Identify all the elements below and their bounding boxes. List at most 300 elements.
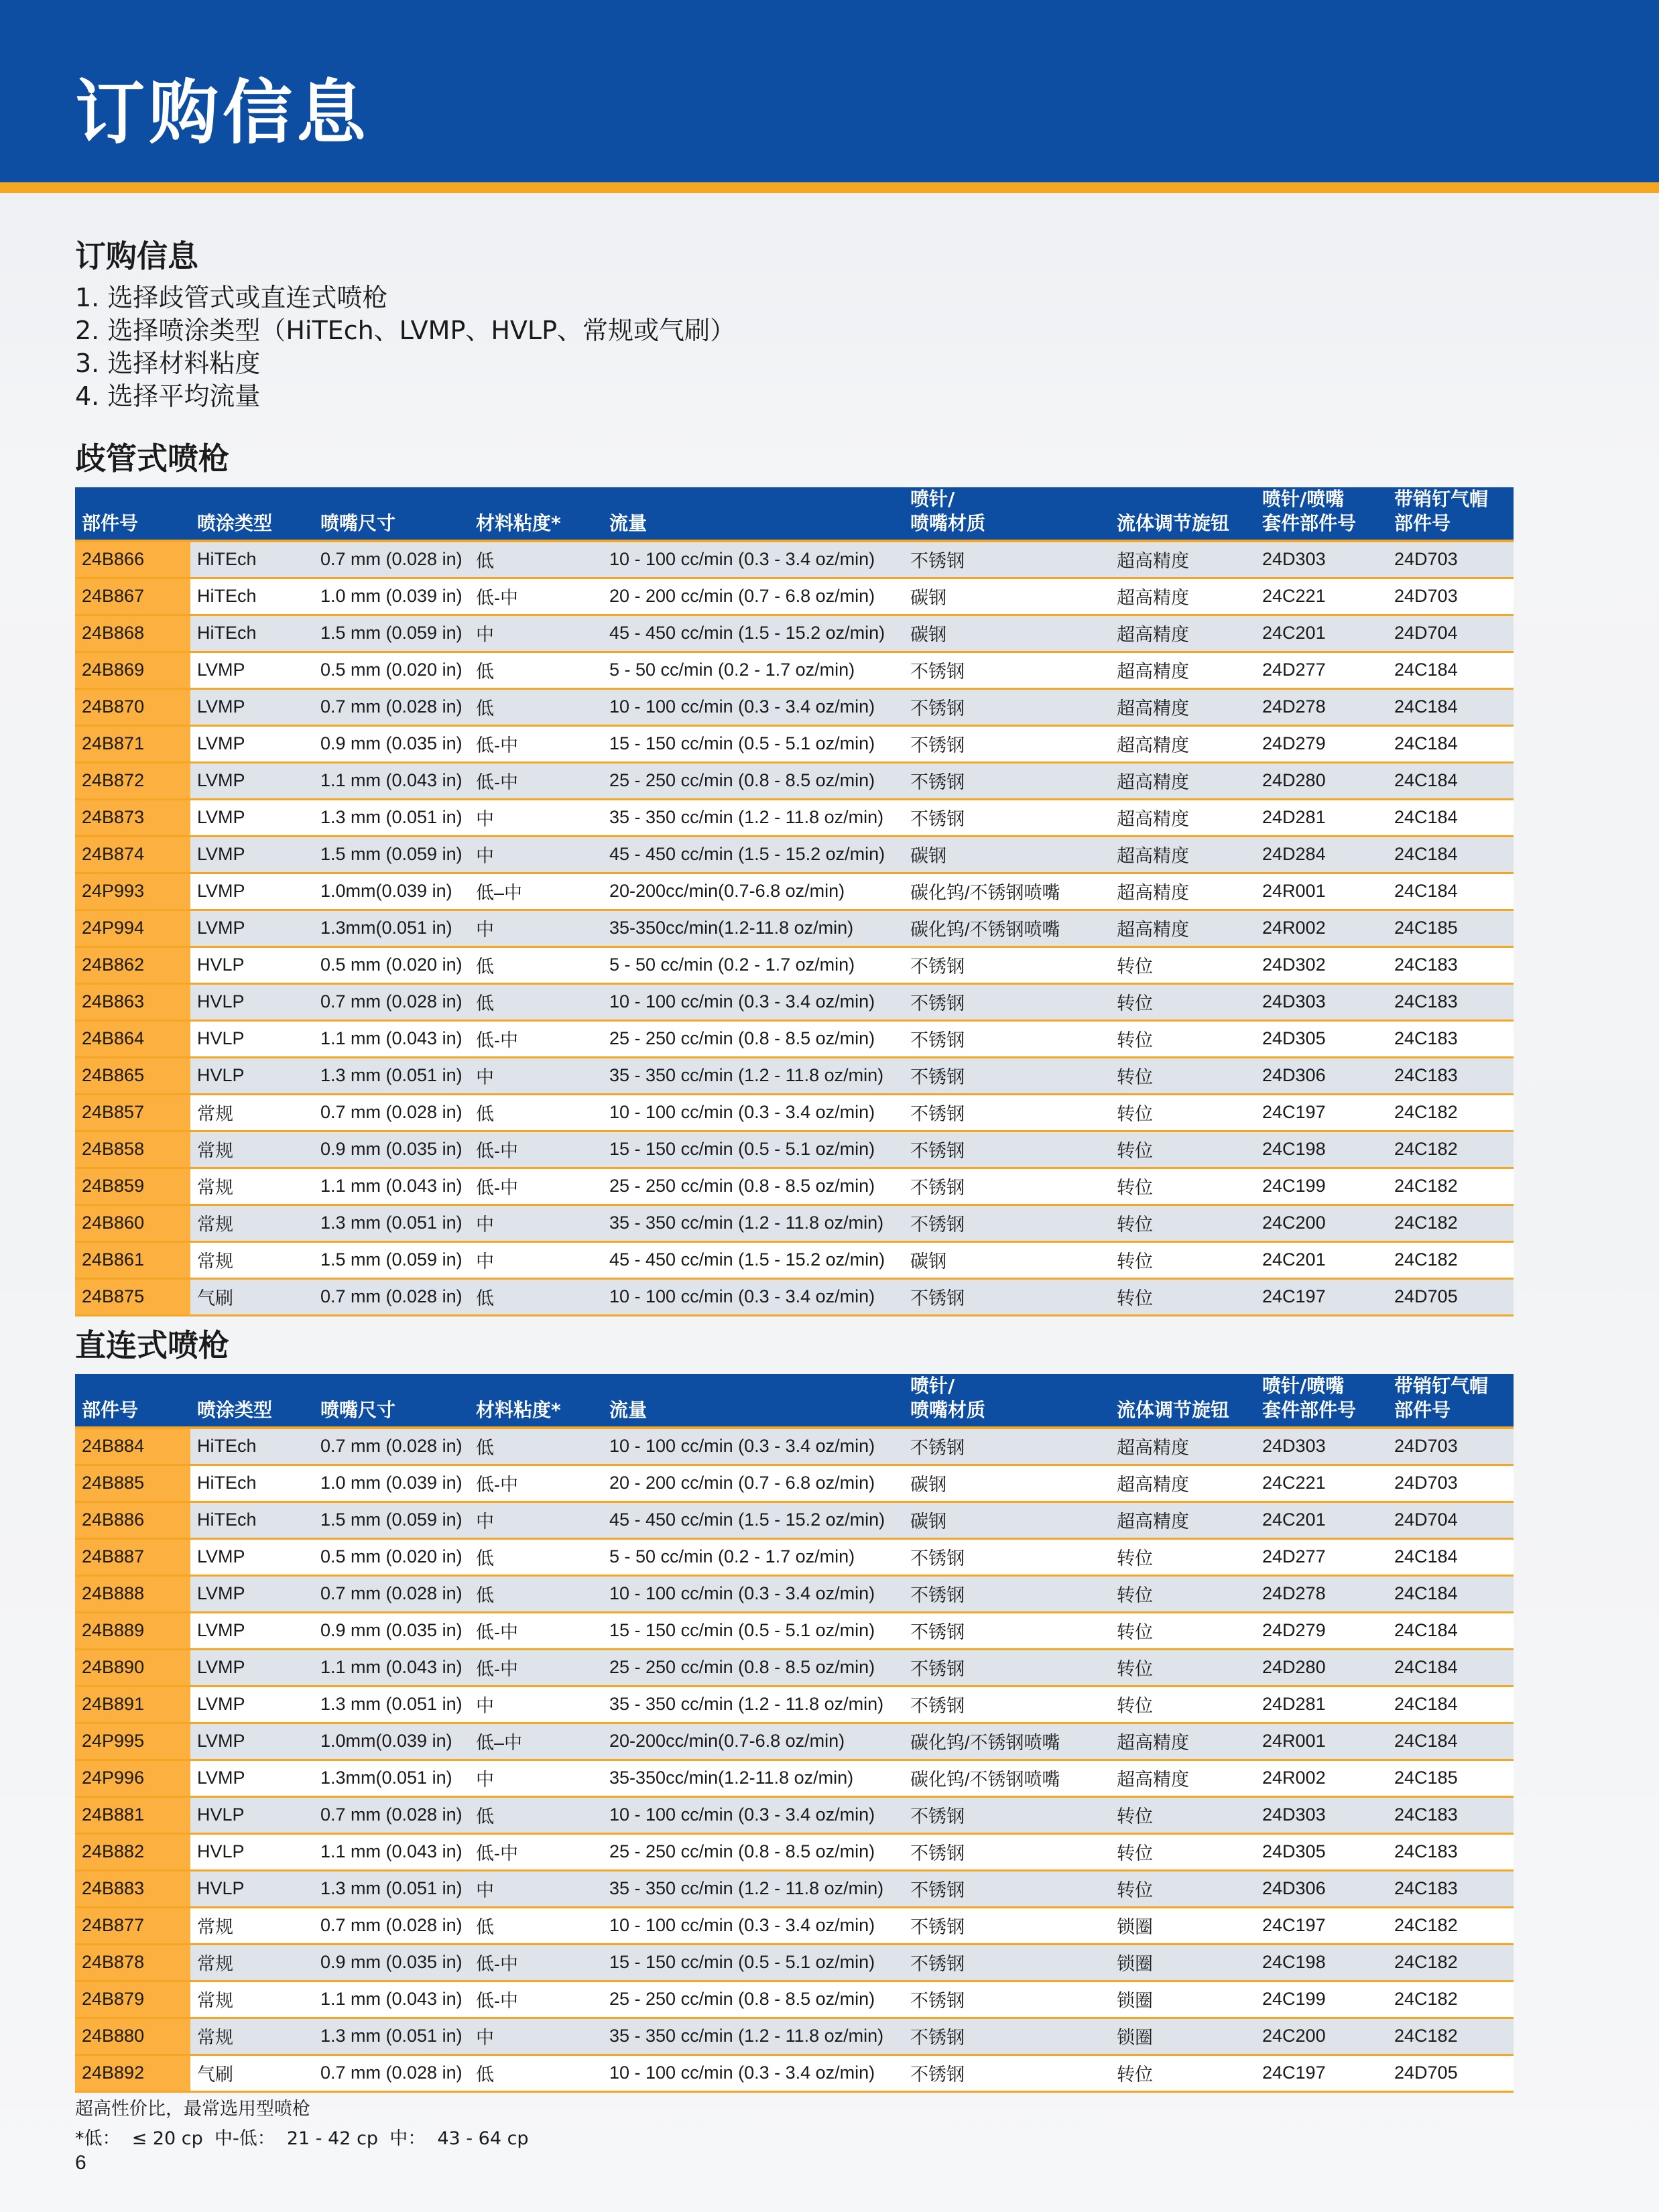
cell-fluid-knob: 超高精度: [1110, 652, 1255, 688]
cell-part-no: 24B870: [75, 688, 190, 725]
cell-viscosity: 中: [469, 1870, 603, 1907]
cell-flow: 35 - 350 cc/min (1.2 - 11.8 oz/min): [603, 1205, 904, 1241]
col-material-line2: 喷嘴材质: [910, 512, 986, 534]
cell-flow: 35-350cc/min(1.2-11.8 oz/min): [603, 910, 904, 946]
cell-viscosity: 低: [469, 1428, 603, 1465]
cell-spray-type: 常规: [190, 1205, 314, 1241]
col-part-no: 部件号: [75, 487, 190, 541]
cell-kit-part-no: 24C201: [1255, 1501, 1388, 1538]
col-flow: 流量: [603, 487, 904, 541]
col-fluid-knob: 流体调节旋钮: [1110, 1374, 1255, 1428]
cell-part-no: 24B884: [75, 1428, 190, 1465]
cell-part-no: 24B859: [75, 1168, 190, 1205]
cell-material: 不锈钢: [904, 1575, 1110, 1612]
col-kit-part: [1255, 1374, 1388, 1428]
cell-flow: 10 - 100 cc/min (0.3 - 3.4 oz/min): [603, 983, 904, 1020]
table-row: [75, 1649, 1514, 1686]
cell-nozzle-size: 0.7 mm (0.028 in): [314, 1094, 469, 1131]
table-row: [75, 1057, 1514, 1094]
cell-material: 不锈钢: [904, 1907, 1110, 1944]
cell-part-no: 24B871: [75, 725, 190, 762]
cell-cap-part-no: 24C182: [1388, 1131, 1514, 1168]
cell-nozzle-size: 0.9 mm (0.035 in): [314, 1131, 469, 1168]
cell-cap-part-no: 24C185: [1388, 1760, 1514, 1796]
table-row: [75, 983, 1514, 1020]
cell-fluid-knob: 转位: [1110, 1020, 1255, 1057]
cell-cap-part-no: 24C182: [1388, 1094, 1514, 1131]
cell-cap-part-no: 24C184: [1388, 762, 1514, 799]
cell-cap-part-no: 24C183: [1388, 983, 1514, 1020]
cell-spray-type: HVLP: [190, 1020, 314, 1057]
cell-kit-part-no: 24R002: [1255, 910, 1388, 946]
cell-fluid-knob: 超高精度: [1110, 836, 1255, 873]
cell-flow: 35 - 350 cc/min (1.2 - 11.8 oz/min): [603, 1870, 904, 1907]
cell-fluid-knob: 超高精度: [1110, 910, 1255, 946]
table-header-row: [75, 1374, 1514, 1428]
cell-cap-part-no: 24C182: [1388, 1944, 1514, 1981]
cell-viscosity: 低: [469, 541, 603, 578]
cell-flow: 25 - 250 cc/min (0.8 - 8.5 oz/min): [603, 1981, 904, 2018]
cell-kit-part-no: 24R001: [1255, 873, 1388, 910]
cell-nozzle-size: 1.3 mm (0.051 in): [314, 1686, 469, 1723]
cell-viscosity: 低: [469, 2054, 603, 2091]
cell-flow: 10 - 100 cc/min (0.3 - 3.4 oz/min): [603, 1907, 904, 1944]
manifold-table-body: [75, 541, 1514, 1315]
cell-cap-part-no: 24C184: [1388, 688, 1514, 725]
cell-material: 碳化钨/不锈钢喷嘴: [904, 910, 1110, 946]
cell-viscosity: 中: [469, 1760, 603, 1796]
cell-nozzle-size: 1.3mm(0.051 in): [314, 910, 469, 946]
cell-cap-part-no: 24C183: [1388, 946, 1514, 983]
cell-flow: 25 - 250 cc/min (0.8 - 8.5 oz/min): [603, 1833, 904, 1870]
cell-kit-part-no: 24D305: [1255, 1020, 1388, 1057]
cell-nozzle-size: 1.1 mm (0.043 in): [314, 1020, 469, 1057]
cell-flow: 45 - 450 cc/min (1.5 - 15.2 oz/min): [603, 1241, 904, 1278]
cell-spray-type: 气刷: [190, 1278, 314, 1315]
table-row: [75, 1020, 1514, 1057]
table-row: [75, 1538, 1514, 1575]
cell-material: 碳钢: [904, 578, 1110, 615]
cell-part-no: 24B869: [75, 652, 190, 688]
cell-part-no: 24B888: [75, 1575, 190, 1612]
table-row: [75, 1575, 1514, 1612]
cell-cap-part-no: 24C183: [1388, 1870, 1514, 1907]
cell-spray-type: LVMP: [190, 688, 314, 725]
cell-cap-part-no: 24D704: [1388, 615, 1514, 652]
cell-fluid-knob: 转位: [1110, 1131, 1255, 1168]
step-item: 4. 选择平均流量: [75, 381, 261, 411]
cell-nozzle-size: 1.1 mm (0.043 in): [314, 1833, 469, 1870]
cell-nozzle-size: 0.5 mm (0.020 in): [314, 652, 469, 688]
table-row: [75, 873, 1514, 910]
cell-material: 不锈钢: [904, 1612, 1110, 1649]
table-row: [75, 725, 1514, 762]
cell-fluid-knob: 转位: [1110, 983, 1255, 1020]
cell-part-no: 24B866: [75, 541, 190, 578]
cell-nozzle-size: 1.5 mm (0.059 in): [314, 615, 469, 652]
cell-material: 不锈钢: [904, 1649, 1110, 1686]
cell-spray-type: HVLP: [190, 946, 314, 983]
cell-viscosity: 低: [469, 1278, 603, 1315]
cell-nozzle-size: 0.9 mm (0.035 in): [314, 1612, 469, 1649]
col-kit-line1: 喷针/喷嘴: [1262, 1375, 1345, 1397]
intro-heading: 订购信息: [75, 238, 198, 274]
cell-kit-part-no: 24C197: [1255, 1094, 1388, 1131]
col-material: [904, 1374, 1110, 1428]
cell-flow: 20-200cc/min(0.7-6.8 oz/min): [603, 873, 904, 910]
cell-viscosity: 低: [469, 688, 603, 725]
col-viscosity: 材料粘度*: [469, 1374, 603, 1428]
cell-nozzle-size: 1.3 mm (0.051 in): [314, 799, 469, 836]
table-row: [75, 1428, 1514, 1465]
cell-viscosity: 中: [469, 1686, 603, 1723]
cell-spray-type: HiTEch: [190, 1465, 314, 1501]
cell-part-no: 24B875: [75, 1278, 190, 1315]
cell-cap-part-no: 24C184: [1388, 873, 1514, 910]
cell-fluid-knob: 超高精度: [1110, 1723, 1255, 1760]
cell-part-no: 24B865: [75, 1057, 190, 1094]
cell-spray-type: LVMP: [190, 1538, 314, 1575]
cell-spray-type: LVMP: [190, 1649, 314, 1686]
cell-spray-type: 常规: [190, 1131, 314, 1168]
cell-spray-type: LVMP: [190, 1723, 314, 1760]
cell-flow: 10 - 100 cc/min (0.3 - 3.4 oz/min): [603, 541, 904, 578]
col-kit-line2: 套件部件号: [1262, 512, 1357, 534]
cell-fluid-knob: 转位: [1110, 1686, 1255, 1723]
cell-cap-part-no: 24C184: [1388, 836, 1514, 873]
cell-flow: 35 - 350 cc/min (1.2 - 11.8 oz/min): [603, 1686, 904, 1723]
cell-material: 不锈钢: [904, 1205, 1110, 1241]
cell-viscosity: 中: [469, 836, 603, 873]
table-row: [75, 1501, 1514, 1538]
cell-kit-part-no: 24C201: [1255, 1241, 1388, 1278]
cell-material: 碳化钨/不锈钢喷嘴: [904, 873, 1110, 910]
cell-fluid-knob: 超高精度: [1110, 799, 1255, 836]
cell-material: 不锈钢: [904, 652, 1110, 688]
cell-viscosity: 低-中: [469, 725, 603, 762]
cell-nozzle-size: 0.7 mm (0.028 in): [314, 1575, 469, 1612]
cell-fluid-knob: 转位: [1110, 1168, 1255, 1205]
cell-kit-part-no: 24D302: [1255, 946, 1388, 983]
cell-flow: 35 - 350 cc/min (1.2 - 11.8 oz/min): [603, 1057, 904, 1094]
cell-flow: 10 - 100 cc/min (0.3 - 3.4 oz/min): [603, 1796, 904, 1833]
cell-cap-part-no: 24C184: [1388, 1686, 1514, 1723]
cell-spray-type: 常规: [190, 1981, 314, 2018]
cell-kit-part-no: 24D303: [1255, 1428, 1388, 1465]
cell-viscosity: 低–中: [469, 1723, 603, 1760]
footnote-best-value: 超高性价比，最常选用型喷枪: [75, 2099, 310, 2119]
cell-part-no: 24B877: [75, 1907, 190, 1944]
cell-material: 不锈钢: [904, 2018, 1110, 2054]
cell-nozzle-size: 1.0mm(0.039 in): [314, 873, 469, 910]
cell-part-no: 24B891: [75, 1686, 190, 1723]
table-row: [75, 1907, 1514, 1944]
cell-fluid-knob: 锁圈: [1110, 1944, 1255, 1981]
table-header-row: [75, 487, 1514, 541]
cell-material: 不锈钢: [904, 1538, 1110, 1575]
col-cap-line1: 带销钉气帽: [1394, 1375, 1489, 1397]
cell-material: 不锈钢: [904, 541, 1110, 578]
cell-fluid-knob: 转位: [1110, 1241, 1255, 1278]
col-kit-line1: 喷针/喷嘴: [1262, 488, 1345, 510]
cell-nozzle-size: 0.5 mm (0.020 in): [314, 1538, 469, 1575]
cell-viscosity: 低-中: [469, 1131, 603, 1168]
table-row: [75, 1241, 1514, 1278]
cell-viscosity: 低: [469, 1538, 603, 1575]
cell-fluid-knob: 转位: [1110, 1649, 1255, 1686]
cell-part-no: 24P996: [75, 1760, 190, 1796]
cell-viscosity: 低–中: [469, 873, 603, 910]
cell-material: 不锈钢: [904, 725, 1110, 762]
cell-fluid-knob: 转位: [1110, 1538, 1255, 1575]
cell-part-no: 24B890: [75, 1649, 190, 1686]
cell-part-no: 24B861: [75, 1241, 190, 1278]
cell-flow: 45 - 450 cc/min (1.5 - 15.2 oz/min): [603, 615, 904, 652]
cell-flow: 10 - 100 cc/min (0.3 - 3.4 oz/min): [603, 2054, 904, 2091]
cell-fluid-knob: 超高精度: [1110, 1428, 1255, 1465]
cell-cap-part-no: 24C182: [1388, 1907, 1514, 1944]
cell-nozzle-size: 1.0 mm (0.039 in): [314, 1465, 469, 1501]
table-row: [75, 1205, 1514, 1241]
cell-flow: 20 - 200 cc/min (0.7 - 6.8 oz/min): [603, 1465, 904, 1501]
table-row: [75, 652, 1514, 688]
cell-nozzle-size: 1.5 mm (0.059 in): [314, 836, 469, 873]
cell-material: 碳钢: [904, 1501, 1110, 1538]
col-material-line1: 喷针/: [910, 1375, 955, 1397]
cell-viscosity: 中: [469, 799, 603, 836]
cell-fluid-knob: 超高精度: [1110, 725, 1255, 762]
cell-nozzle-size: 1.0mm(0.039 in): [314, 1723, 469, 1760]
cell-flow: 25 - 250 cc/min (0.8 - 8.5 oz/min): [603, 1168, 904, 1205]
cell-nozzle-size: 0.7 mm (0.028 in): [314, 688, 469, 725]
cell-nozzle-size: 0.7 mm (0.028 in): [314, 1428, 469, 1465]
cell-part-no: 24B867: [75, 578, 190, 615]
cell-material: 碳钢: [904, 1465, 1110, 1501]
cell-viscosity: 低: [469, 983, 603, 1020]
cell-cap-part-no: 24C183: [1388, 1796, 1514, 1833]
header-stripe: [0, 182, 1659, 193]
cell-nozzle-size: 1.3 mm (0.051 in): [314, 1870, 469, 1907]
col-cap-line2: 部件号: [1394, 512, 1451, 534]
table-row: [75, 1833, 1514, 1870]
cell-fluid-knob: 超高精度: [1110, 688, 1255, 725]
cell-kit-part-no: 24D281: [1255, 799, 1388, 836]
cell-nozzle-size: 0.5 mm (0.020 in): [314, 946, 469, 983]
col-kit-part: [1255, 487, 1388, 541]
cell-cap-part-no: 24C185: [1388, 910, 1514, 946]
cell-fluid-knob: 锁圈: [1110, 1907, 1255, 1944]
col-nozzle-size: 喷嘴尺寸: [314, 1374, 469, 1428]
cell-cap-part-no: 24D703: [1388, 1465, 1514, 1501]
cell-material: 不锈钢: [904, 1796, 1110, 1833]
cell-viscosity: 低-中: [469, 1649, 603, 1686]
cell-spray-type: 常规: [190, 1241, 314, 1278]
cell-kit-part-no: 24C198: [1255, 1944, 1388, 1981]
col-spray-type: 喷涂类型: [190, 487, 314, 541]
col-viscosity: 材料粘度*: [469, 487, 603, 541]
cell-flow: 15 - 150 cc/min (0.5 - 5.1 oz/min): [603, 1131, 904, 1168]
cell-material: 不锈钢: [904, 1094, 1110, 1131]
table-row: [75, 1131, 1514, 1168]
cell-kit-part-no: 24R002: [1255, 1760, 1388, 1796]
cell-part-no: 24B868: [75, 615, 190, 652]
table-row: [75, 1094, 1514, 1131]
cell-flow: 35 - 350 cc/min (1.2 - 11.8 oz/min): [603, 2018, 904, 2054]
col-nozzle-size: 喷嘴尺寸: [314, 487, 469, 541]
cell-flow: 25 - 250 cc/min (0.8 - 8.5 oz/min): [603, 1649, 904, 1686]
direct-table-body: [75, 1428, 1514, 2091]
cell-flow: 35 - 350 cc/min (1.2 - 11.8 oz/min): [603, 799, 904, 836]
cell-flow: 10 - 100 cc/min (0.3 - 3.4 oz/min): [603, 1428, 904, 1465]
cell-viscosity: 中: [469, 910, 603, 946]
cell-kit-part-no: 24D303: [1255, 983, 1388, 1020]
cell-cap-part-no: 24C184: [1388, 799, 1514, 836]
cell-cap-part-no: 24D703: [1388, 578, 1514, 615]
cell-kit-part-no: 24D280: [1255, 1649, 1388, 1686]
cell-viscosity: 低-中: [469, 578, 603, 615]
cell-part-no: 24B889: [75, 1612, 190, 1649]
col-cap-line1: 带销钉气帽: [1394, 488, 1489, 510]
cell-cap-part-no: 24C184: [1388, 725, 1514, 762]
cell-part-no: 24B857: [75, 1094, 190, 1131]
cell-flow: 45 - 450 cc/min (1.5 - 15.2 oz/min): [603, 836, 904, 873]
cell-part-no: 24P993: [75, 873, 190, 910]
manifold-table: [75, 487, 1514, 1316]
cell-nozzle-size: 1.5 mm (0.059 in): [314, 1501, 469, 1538]
cell-spray-type: HVLP: [190, 1833, 314, 1870]
table-row: [75, 762, 1514, 799]
cell-kit-part-no: 24D277: [1255, 1538, 1388, 1575]
cell-cap-part-no: 24D703: [1388, 541, 1514, 578]
cell-flow: 15 - 150 cc/min (0.5 - 5.1 oz/min): [603, 725, 904, 762]
cell-kit-part-no: 24C200: [1255, 2018, 1388, 2054]
table-row: [75, 578, 1514, 615]
cell-part-no: 24B883: [75, 1870, 190, 1907]
cell-nozzle-size: 1.3 mm (0.051 in): [314, 2018, 469, 2054]
page-number: 6: [75, 2152, 86, 2174]
cell-viscosity: 低-中: [469, 1944, 603, 1981]
cell-material: 不锈钢: [904, 1428, 1110, 1465]
cell-nozzle-size: 1.3 mm (0.051 in): [314, 1057, 469, 1094]
cell-part-no: 24B881: [75, 1796, 190, 1833]
cell-viscosity: 低-中: [469, 1020, 603, 1057]
cell-viscosity: 低-中: [469, 1465, 603, 1501]
cell-viscosity: 低-中: [469, 1612, 603, 1649]
cell-cap-part-no: 24C184: [1388, 1612, 1514, 1649]
col-material: [904, 487, 1110, 541]
cell-material: 不锈钢: [904, 1168, 1110, 1205]
cell-nozzle-size: 0.7 mm (0.028 in): [314, 2054, 469, 2091]
cell-part-no: 24P994: [75, 910, 190, 946]
step-item: 2. 选择喷涂类型（HiTEch、LVMP、HVLP、常规或气刷）: [75, 316, 736, 345]
cell-cap-part-no: 24D705: [1388, 1278, 1514, 1315]
cell-material: 不锈钢: [904, 1131, 1110, 1168]
cell-material: 不锈钢: [904, 1833, 1110, 1870]
cell-kit-part-no: 24C199: [1255, 1981, 1388, 2018]
page-title: 订购信息: [75, 72, 371, 153]
cell-material: 不锈钢: [904, 1981, 1110, 2018]
cell-material: 碳钢: [904, 615, 1110, 652]
cell-spray-type: LVMP: [190, 1612, 314, 1649]
cell-kit-part-no: 24C199: [1255, 1168, 1388, 1205]
cell-fluid-knob: 转位: [1110, 1575, 1255, 1612]
cell-spray-type: 常规: [190, 2018, 314, 2054]
cell-spray-type: LVMP: [190, 799, 314, 836]
cell-part-no: 24B872: [75, 762, 190, 799]
cell-kit-part-no: 24C197: [1255, 1907, 1388, 1944]
cell-part-no: 24B892: [75, 2054, 190, 2091]
cell-fluid-knob: 超高精度: [1110, 873, 1255, 910]
col-cap-part: [1388, 1374, 1514, 1428]
cell-fluid-knob: 锁圈: [1110, 1981, 1255, 2018]
table-row: [75, 946, 1514, 983]
cell-viscosity: 低: [469, 1575, 603, 1612]
cell-fluid-knob: 转位: [1110, 946, 1255, 983]
cell-kit-part-no: 24C221: [1255, 578, 1388, 615]
cell-fluid-knob: 转位: [1110, 1612, 1255, 1649]
cell-kit-part-no: 24D306: [1255, 1870, 1388, 1907]
cell-nozzle-size: 0.9 mm (0.035 in): [314, 1944, 469, 1981]
cell-kit-part-no: 24D306: [1255, 1057, 1388, 1094]
cell-cap-part-no: 24C184: [1388, 1575, 1514, 1612]
cell-viscosity: 低: [469, 1796, 603, 1833]
cell-spray-type: LVMP: [190, 836, 314, 873]
table-row: [75, 1612, 1514, 1649]
cell-nozzle-size: 1.1 mm (0.043 in): [314, 1168, 469, 1205]
cell-flow: 15 - 150 cc/min (0.5 - 5.1 oz/min): [603, 1944, 904, 1981]
table-row: [75, 1168, 1514, 1205]
cell-spray-type: HVLP: [190, 983, 314, 1020]
cell-part-no: 24B878: [75, 1944, 190, 1981]
cell-fluid-knob: 转位: [1110, 1796, 1255, 1833]
cell-fluid-knob: 超高精度: [1110, 615, 1255, 652]
cell-flow: 20 - 200 cc/min (0.7 - 6.8 oz/min): [603, 578, 904, 615]
cell-nozzle-size: 0.7 mm (0.028 in): [314, 541, 469, 578]
cell-fluid-knob: 转位: [1110, 1094, 1255, 1131]
cell-flow: 5 - 50 cc/min (0.2 - 1.7 oz/min): [603, 652, 904, 688]
table-row: [75, 2054, 1514, 2091]
table-row: [75, 1944, 1514, 1981]
cell-cap-part-no: 24C182: [1388, 1981, 1514, 2018]
cell-cap-part-no: 24C182: [1388, 2018, 1514, 2054]
steps-list: [75, 282, 735, 413]
cell-spray-type: HiTEch: [190, 615, 314, 652]
cell-spray-type: HiTEch: [190, 1428, 314, 1465]
cell-part-no: 24B864: [75, 1020, 190, 1057]
cell-material: 碳钢: [904, 1241, 1110, 1278]
cell-material: 不锈钢: [904, 762, 1110, 799]
cell-part-no: 24B858: [75, 1131, 190, 1168]
col-fluid-knob: 流体调节旋钮: [1110, 487, 1255, 541]
cell-material: 碳化钨/不锈钢喷嘴: [904, 1760, 1110, 1796]
cell-cap-part-no: 24D704: [1388, 1501, 1514, 1538]
cell-nozzle-size: 1.0 mm (0.039 in): [314, 578, 469, 615]
cell-flow: 45 - 450 cc/min (1.5 - 15.2 oz/min): [603, 1501, 904, 1538]
cell-fluid-knob: 转位: [1110, 2054, 1255, 2091]
cell-cap-part-no: 24C184: [1388, 1723, 1514, 1760]
cell-material: 不锈钢: [904, 1278, 1110, 1315]
cell-cap-part-no: 24C183: [1388, 1833, 1514, 1870]
cell-nozzle-size: 0.7 mm (0.028 in): [314, 983, 469, 1020]
cell-material: 碳钢: [904, 836, 1110, 873]
cell-kit-part-no: 24D303: [1255, 541, 1388, 578]
cell-viscosity: 低-中: [469, 762, 603, 799]
cell-flow: 10 - 100 cc/min (0.3 - 3.4 oz/min): [603, 1278, 904, 1315]
cell-material: 不锈钢: [904, 688, 1110, 725]
cell-fluid-knob: 转位: [1110, 1833, 1255, 1870]
col-spray-type: 喷涂类型: [190, 1374, 314, 1428]
cell-viscosity: 低-中: [469, 1168, 603, 1205]
